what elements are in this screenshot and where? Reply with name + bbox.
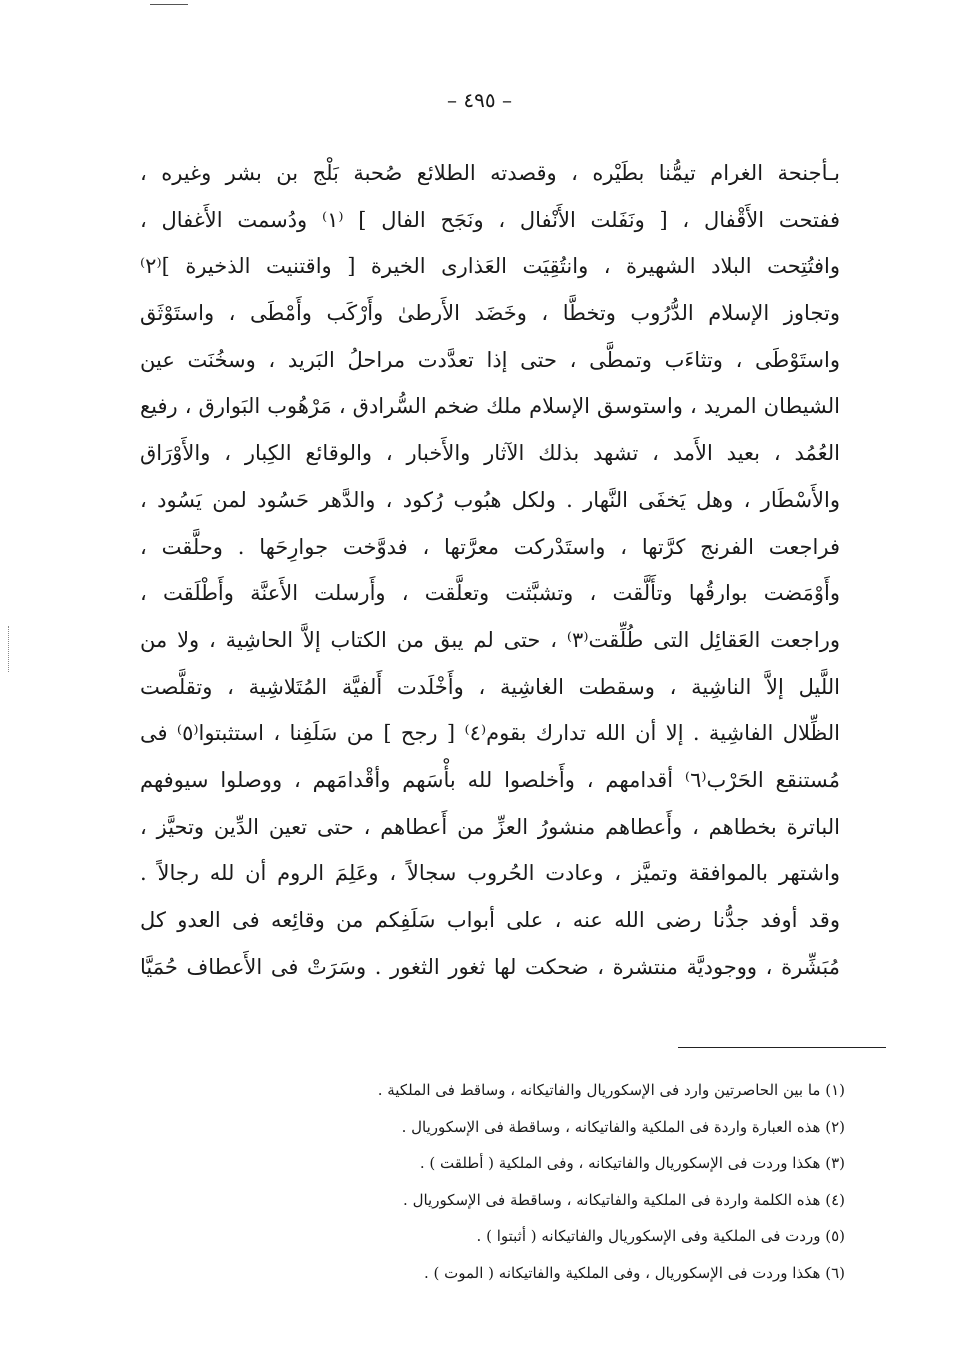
body-line: وتجاوز الإسلام الدُّرُوب وتخطَّا ، وخَضَد الأَرطىٰ وأَرْكَب وأَمْطَى ، واستَوْثَق [140,301,840,326]
body-line: العُمُد ، بعيد الأَمد ، تشهد بذلك الآثار والأَخبار ، والوقائع الكِبار ، والأَوْرَاق [140,441,840,466]
body-line: اللَّيل إلاَّ الناشِية ، وسقطت الغاشِية ، وأَخْلَدت أَلفيَّة المُتَلاشِية ، وتقلَّصت [140,674,840,699]
body-line: والأَسْطَار ، وهل يَخفَى النَّهار . ولكل هبُوب رُكود ، والدَّهر حَسُود لمن يَسُود ، [140,487,840,512]
body-line: بـأجنحة الغرام تيمُّنا بطَيْره ، وقصدته الطلائع صُحبة بَلْج بن بشر وغيره ، [140,161,840,185]
body-line: وقد أوفد جدُّنا رضى الله عنه ، على أبواب سَلَفِكم من وقائِعه فى العدو كل [140,908,840,932]
footnote-separator [678,1047,886,1048]
scan-mark [8,626,9,672]
body-line: واستَوْطَى ، وتثاءَب وتمطَّى ، حتى إذا تعدَّدت مراحلُ البَريد ، وسخُنَت عين [140,347,840,372]
body-line: الباترة بخطاهم ، وأَعطاهم منشورُ العزِّ من أَعطاهم ، حتى تعين الدِّين وتحيَّز ، [140,814,840,839]
footnotes [300,1072,845,1291]
page-number: – ٤٩٥ – [447,88,512,112]
body-line: وأَوْمَضت بوارقُها وتأَلَّقت ، وتشبَّثت وتعلَّقت ، وأَرسلت الأَعنَّة وأَطْلَقت ، [140,581,840,606]
body-line: وافتُتِحت البلاد الشهيرة ، وانتُقِيَت العَذارى الخيرة [ واقتنيت الذخيرة ]⁽٢⁾ [140,254,840,279]
scan-mark [150,4,188,5]
footnote: (٦) هكذا وردت فى الإسكوريال ، وفى الملكية والفاتيكانه ( الموت ) . [423,1263,845,1282]
footnote: (٣) هكذا وردت فى الإسكوريال والفاتيكانه ، وفى الملكية ( أطلقت ) . [419,1154,845,1172]
body-text [140,150,840,990]
body-line: مُستنقع الحَرْب⁽٦⁾ أقدامهم ، وأَخلصوا لله بأْسَهم وأقْدامَهم ، ووصلوا سيوفهم [140,767,840,792]
body-line: الظِّلال الفاشِية . إلا أن الله تدارك بقوم⁽٤⁾ [ رجح ] من سَلَفِنا ، استثبتوا⁽٥⁾ فى [140,721,840,746]
body-line: الشيطان المريد ، واستوسق الإسلام ملك ضخم السُّرادق ، مَرْهُوب البَوارق ، رفيع [140,394,840,419]
body-line: واشتهر بالموافقة وتميَّز ، وعادت الحُروب سجالاً ، وعَلِمَ الروم أن لله رجالاً . [140,861,840,886]
body-line: ففتحت الأَقْفال ، [ ونَفَلت الأَنْفال ، ونَجَح الفال ] ⁽١⁾ ودُسمت الأَغفال ، [140,207,840,232]
body-line: مُبَشِّرة ، ووجوديَّة منتشرة ، ضحكت لها ثغور الثغور . وسَرَتْ فى الأَعطاف حُمَيَّا [140,954,840,979]
footnote: (٤) هذه الكلمة واردة فى الملكية والفاتيكانه ، وساقطة فى الإسكوريال . [403,1190,845,1209]
footnote: (٢) هذه العبارة واردة فى الملكية والفاتيكانه ، وساقطة فى الإسكوريال . [401,1117,845,1136]
body-line: فراجعت الفرنج كرَّتها ، واستَدْركت معرَّتها ، فدوَّخت جوارِحَها . وحلَّقت ، [140,534,840,559]
footnote: (٥) وردت فى الملكية وفى الإسكوريال والفاتيكانه ( أثبتوا ) . [476,1227,845,1245]
body-line: وراجعت العَقائِل التى طُلِّقت⁽٣⁾ ، حتى لم يبق من الكتاب إلاَّ الحاشِية ، ولا من [140,627,840,652]
footnote: (١) ما بين الحاصرتين وارد فى الإسكوريال والفاتيكانه ، وساقط فى الملكية . [377,1081,845,1099]
